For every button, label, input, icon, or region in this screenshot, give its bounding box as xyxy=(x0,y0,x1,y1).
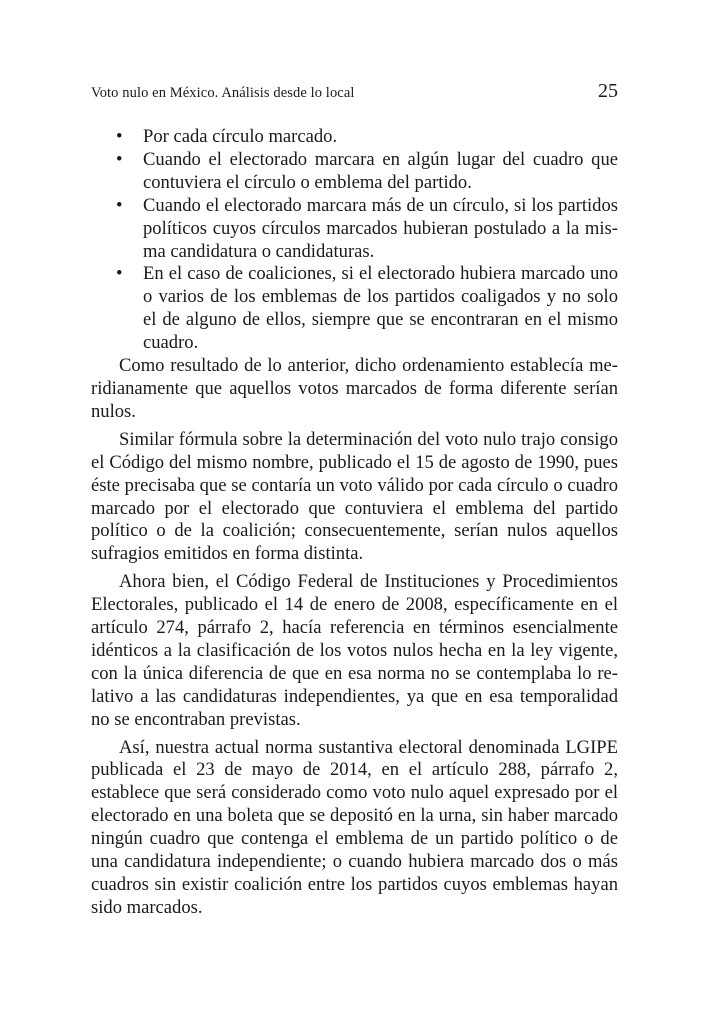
bullet-text: Cuando el electorado marcara más de un círculo, si los partidos políticos cuyos círculos marcados hubieran postulado a la misma candidatura o candidaturas. xyxy=(143,194,618,262)
bullet-icon: • xyxy=(116,194,123,216)
page-number: 25 xyxy=(598,80,618,102)
paragraph: Como resultado de lo anterior, dicho ordenamiento establecía meridianamente que aquellos votos marcados de forma diferente serían nulos. xyxy=(91,355,618,422)
bullet-icon: • xyxy=(116,148,123,170)
bullet-icon: • xyxy=(116,263,123,285)
bullet-text: Cuando el electorado marcara en algún lugar del cuadro que contuviera el círculo o emblema del partido. xyxy=(143,148,618,193)
bullet-item xyxy=(91,126,618,149)
bullet-item xyxy=(91,263,618,355)
bullet-text: En el caso de coaliciones, si el electorado hubiera marcado uno o varios de los emblemas de los partidos coaligados y no solo el de alguno de ellos, siempre que se encontraran en el mismo cuadro. xyxy=(143,263,618,354)
book-page xyxy=(91,78,618,920)
running-header xyxy=(91,78,618,108)
running-header-title: Voto nulo en México. Análisis desde lo local xyxy=(91,85,355,101)
body-text xyxy=(91,126,618,920)
paragraph: Así, nuestra actual norma sustantiva electoral denominada LGIPE publicada el 23 de mayo de 2014, en el artículo 288, párrafo 2, establece que será considerado como voto nulo aquel expresado por el electorado en una boleta que se depositó en la urna, sin haber marcado ningún cuadro que contenga el emblema de un partido político o de una candidatura independiente; o cuando hubiera marcado dos o más cuadros sin existir coalición entre los partidos cuyos emblemas hayan sido marcados. xyxy=(91,736,618,918)
bullet-list xyxy=(91,126,618,355)
bullet-text: Por cada círculo marcado. xyxy=(143,126,338,147)
bullet-item xyxy=(91,195,618,264)
paragraph: Ahora bien, el Código Federal de Instituciones y Procedimientos Electorales, publicado el 14 de enero de 2008, específicamente en el artículo 274, párrafo 2, hacía referencia en términos esencialmente idénticos a la clasificación de los votos nulos hecha en la ley vigente, con la única diferencia de que en esa norma no se contemplaba lo relativo a las candidaturas independientes, ya que en esa temporalidad no se encontraban previstas. xyxy=(91,571,618,730)
bullet-item xyxy=(91,149,618,195)
paragraph: Similar fórmula sobre la determinación del voto nulo trajo consigo el Código del mismo nombre, publicado el 15 de agosto de 1990, pues éste precisaba que se contaría un voto válido por cada círculo o cuadro marcado por el electorado que contuviera el emblema del partido político o de la coalición; consecuentemente, serían nulos aquellos sufragios emitidos en forma distinta. xyxy=(91,428,618,565)
bullet-icon: • xyxy=(116,126,123,147)
